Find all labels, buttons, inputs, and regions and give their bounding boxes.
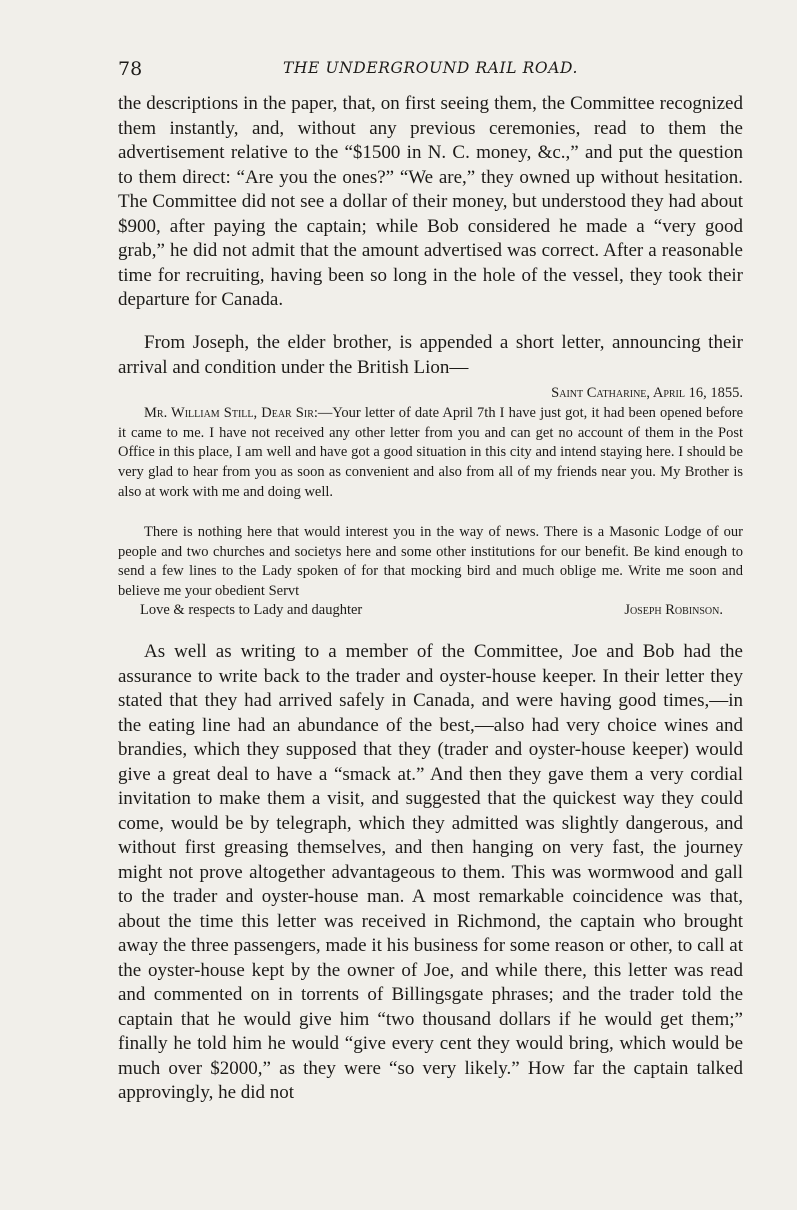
running-head: THE UNDERGROUND RAIL ROAD.: [282, 59, 579, 77]
letter-paragraph-1-text: :—Your letter of date April 7th I have just got, it had been opened before it came to me. I have not received any other letter from you and can get no account of them in the Post Office in this place, I am well and have got a good situation in this city and intend staying here. I should be very glad to hear from you as soon as convenient and also from all of my friends near you. My Brother is also at work with me and doing well.: [118, 405, 744, 500]
paragraph-letter-to-trader: As well as writing to a member of the Committee, Joe and Bob had the assurance to write back to the trader and oyster-house keeper. In their letter they stated that they had arrived safely in Canada, and were having good times,—in the eating line had an abundance of the best,—also had very choice wines and brandies, which they supposed that they (trader and oyster-house keeper) would give a great deal to have a “smack at.” And then they gave them a very cordial invitation to make them a visit, and suggested that the quickest way they could come, would be by telegraph, which they admitted was slightly dangerous, and without first greasing themselves, and then hanging on very fast, the journey might not prove altogether advantageous to them. This was wormwood and gall to the trader and oyster-house man. A most remarkable coincidence was that, about the time this letter was received in Richmond, the captain who brought away the three passengers, made it his business for some reason or other, to call at the oyster-house kept by the owner of Joe, and while there, this letter was read and commented on in torrents of Billingsgate phrases; and the trader told the captain that he would give him “two thousand dollars if he would get them;” finally he told him he would “give every cent they would bring, which would be much over $2000,” as they were “so very likely.” How far the captain talked approvingly, he did not: [118, 641, 743, 1103]
letter-paragraph-1: [118, 404, 743, 503]
page-number: 78: [118, 58, 143, 80]
letter-salutation: Mr. William Still, Dear Sir: [144, 405, 314, 421]
letter-closing-line: Love & respects to Lady and daughter: [140, 602, 363, 618]
letter-signature: Joseph Robinson.: [624, 602, 723, 618]
letter-paragraph-2: There is nothing here that would interest you in the way of news. There is a Masonic Lodge of our people and two churches and societys here and some other institutions for our benefit. Be kind enough to send a few lines to the Lady spoken of for that mocking bird and much oblige me. Write me soon and believe me your obedient Servt: [118, 524, 743, 600]
letter-closing: [118, 602, 743, 622]
paragraph-joseph-letter-intro: From Joseph, the elder brother, is appended a short letter, announcing their arrival and condition under the British Lion—: [118, 332, 743, 378]
paragraph-intro: the descriptions in the paper, that, on first seeing them, the Committee recognized them instantly, and, without any previous ceremonies, read to them the advertisement relative to the “$1500 in N. C. money, &c.,” and put the question to them direct: “Are you the ones?” “We are,” they owned up without hesitation. The Committee did not see a dollar of their money, but understood they had about $900, after paying the captain; while Bob considered he made a “very good grab,” he did not admit that the amount advertised was correct. After a reasonable time for recruiting, having been so long in the hole of the vessel, they took their departure for Canada.: [118, 93, 743, 310]
page-header: [118, 58, 743, 86]
letter-dateline: Saint Catharine, April 16, 1855.: [551, 385, 743, 401]
